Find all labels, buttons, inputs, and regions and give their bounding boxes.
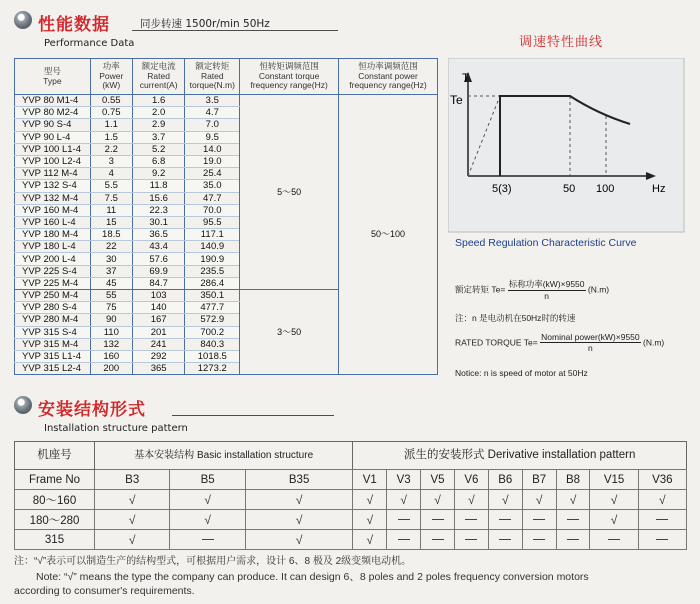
current-cell: 15.6 — [132, 192, 185, 204]
check-mark-icon — [421, 490, 455, 510]
check-mark-icon: √ — [128, 492, 136, 507]
dash-icon — [432, 519, 444, 520]
current-cell: 36.5 — [132, 229, 185, 241]
column-header-b6: B6 — [488, 470, 522, 490]
curve-axis-te: Te — [450, 93, 463, 107]
type-cell: YVP 225 S-4 — [15, 265, 91, 277]
current-cell: 6.8 — [132, 155, 185, 167]
header-type: 型号 Type — [15, 59, 91, 95]
column-header-b35: B35 — [245, 470, 352, 490]
frame-cell: 315 — [15, 530, 95, 550]
section-bullet-icon — [14, 396, 32, 414]
torque-cell: 700.2 — [185, 326, 240, 338]
type-cell: YVP 80 M1-4 — [15, 95, 91, 107]
power-cell: 160 — [90, 350, 132, 362]
type-cell: YVP 100 L2-4 — [15, 155, 91, 167]
formula-en-numerator: Nominal power(kW)×9550 — [541, 332, 640, 342]
torque-cell: 117.1 — [185, 229, 240, 241]
torque-cell: 19.0 — [185, 155, 240, 167]
header-frame-en: Frame No — [15, 470, 95, 490]
type-cell: YVP 132 M-4 — [15, 192, 91, 204]
dash-icon — [170, 530, 245, 550]
current-cell: 167 — [132, 314, 185, 326]
check-mark-icon — [353, 490, 387, 510]
check-mark-icon: √ — [295, 532, 303, 547]
column-header-v15: V15 — [590, 470, 638, 490]
check-mark-icon — [488, 490, 522, 510]
performance-table-header — [15, 59, 438, 95]
performance-table — [14, 58, 438, 375]
type-cell: YVP 160 L-4 — [15, 216, 91, 228]
check-mark-icon: √ — [366, 532, 374, 547]
check-mark-icon: √ — [128, 532, 136, 547]
check-mark-icon: √ — [434, 492, 441, 507]
type-cell: YVP 90 S-4 — [15, 119, 91, 131]
formula-cn-numerator: 标称功率(kW)×9550 — [508, 279, 585, 289]
check-mark-icon: √ — [295, 512, 303, 527]
dash-icon — [608, 539, 620, 540]
table-row — [15, 490, 687, 510]
current-cell: 201 — [132, 326, 185, 338]
power-cell: 37 — [90, 265, 132, 277]
type-cell: YVP 180 L-4 — [15, 241, 91, 253]
type-cell: YVP 280 M-4 — [15, 314, 91, 326]
dash-icon — [556, 510, 590, 530]
check-mark-icon — [353, 510, 387, 530]
type-cell: YVP 315 M-4 — [15, 338, 91, 350]
check-mark-icon — [95, 510, 170, 530]
power-cell: 7.5 — [90, 192, 132, 204]
check-mark-icon: √ — [535, 492, 543, 507]
current-cell: 69.9 — [132, 265, 185, 277]
title-rule — [132, 30, 338, 31]
check-mark-icon: √ — [366, 492, 374, 507]
torque-cell: 95.5 — [185, 216, 240, 228]
dash-icon — [398, 539, 410, 540]
torque-cell: 47.7 — [185, 192, 240, 204]
curve-title-en: Speed Regulation Characteristic Curve — [455, 237, 637, 249]
current-cell: 84.7 — [132, 277, 185, 289]
torque-cell: 1018.5 — [185, 350, 240, 362]
column-header-b3: B3 — [95, 470, 170, 490]
current-cell: 1.6 — [132, 95, 185, 107]
dash-icon — [387, 510, 421, 530]
column-header-v6: V6 — [454, 470, 488, 490]
curve-tick-100: 100 — [596, 183, 615, 195]
check-mark-icon: √ — [569, 492, 577, 507]
torque-cell: 9.5 — [185, 131, 240, 143]
current-cell: 140 — [132, 302, 185, 314]
power-cell: 55 — [90, 290, 132, 302]
header-torque: 额定转矩 Rated torque(N.m) — [185, 59, 240, 95]
torque-cell: 70.0 — [185, 204, 240, 216]
speed-curve-chart — [448, 58, 688, 248]
power-cell: 4 — [90, 168, 132, 180]
performance-title-en: Performance Data — [44, 38, 135, 49]
torque-cell: 4.7 — [185, 107, 240, 119]
check-mark-icon — [245, 530, 352, 550]
curve-title-cn: 调速特性曲线 — [519, 35, 604, 50]
torque-cell: 572.9 — [185, 314, 240, 326]
check-mark-icon — [454, 490, 488, 510]
type-cell: YVP 90 L-4 — [15, 131, 91, 143]
check-mark-icon: √ — [400, 492, 407, 507]
type-cell: YVP 80 M2-4 — [15, 107, 91, 119]
sync-speed-label: 同步转速 1500r/min 50Hz — [140, 18, 270, 30]
formula-en — [455, 332, 664, 353]
dash-icon — [432, 539, 444, 540]
current-cell: 292 — [132, 350, 185, 362]
table-row — [15, 95, 438, 107]
type-cell: YVP 132 S-4 — [15, 180, 91, 192]
torque-cell: 25.4 — [185, 168, 240, 180]
dash-icon — [454, 530, 488, 550]
torque-cell: 35.0 — [185, 180, 240, 192]
check-mark-icon: √ — [128, 512, 136, 527]
check-mark-icon: √ — [204, 512, 211, 527]
column-header-v1: V1 — [353, 470, 387, 490]
dash-icon — [656, 519, 668, 520]
installation-header-row-1 — [15, 442, 687, 470]
power-cell: 2.2 — [90, 143, 132, 155]
header-frame-cn: 机座号 — [15, 442, 95, 470]
column-header-b7: B7 — [522, 470, 556, 490]
check-mark-icon — [522, 490, 556, 510]
installation-title-en: Installation structure pattern — [44, 423, 188, 434]
check-mark-icon — [245, 510, 352, 530]
note-en-line1: Note: “√” means the type the company can produce. It can design 6、8 poles and 2 poles frequency conversion motors — [36, 571, 589, 583]
header-derivative: 派生的安装形式 Derivative installation pattern — [353, 442, 687, 470]
power-cell: 30 — [90, 253, 132, 265]
dash-icon — [454, 510, 488, 530]
formula-en-note: Notice: n is speed of motor at 50Hz — [455, 368, 588, 378]
check-mark-icon — [387, 490, 421, 510]
type-cell: YVP 200 L-4 — [15, 253, 91, 265]
dash-icon — [488, 510, 522, 530]
column-header-v3: V3 — [387, 470, 421, 490]
installation-column-row — [15, 470, 687, 490]
check-mark-icon — [590, 510, 638, 530]
type-cell: YVP 315 L1-4 — [15, 350, 91, 362]
column-header-v5: V5 — [421, 470, 455, 490]
torque-cell: 14.0 — [185, 143, 240, 155]
performance-title-cn: 性能数据 — [38, 15, 110, 35]
formula-en-unit: (N.m) — [643, 337, 665, 348]
dash-icon — [202, 539, 214, 540]
torque-cell: 235.5 — [185, 265, 240, 277]
check-mark-icon: √ — [468, 492, 475, 507]
type-cell: YVP 160 M-4 — [15, 204, 91, 216]
header-power: 功率 Power (kW) — [90, 59, 132, 95]
type-cell: YVP 180 M-4 — [15, 229, 91, 241]
formula-en-label: RATED TORQUE Te= — [455, 337, 538, 348]
power-cell: 1.5 — [90, 131, 132, 143]
dash-icon — [387, 530, 421, 550]
power-cell: 11 — [90, 204, 132, 216]
torque-cell: 477.7 — [185, 302, 240, 314]
power-cell: 110 — [90, 326, 132, 338]
torque-cell: 286.4 — [185, 277, 240, 289]
torque-cell: 1273.2 — [185, 363, 240, 375]
column-header-b5: B5 — [170, 470, 245, 490]
header-current: 额定电流 Rated current(A) — [132, 59, 185, 95]
check-mark-icon — [95, 490, 170, 510]
power-cell: 18.5 — [90, 229, 132, 241]
dash-icon — [421, 530, 455, 550]
const-torque-range: 5～50 — [240, 95, 339, 290]
torque-cell: 840.3 — [185, 338, 240, 350]
column-header-v36: V36 — [638, 470, 686, 490]
current-cell: 30.1 — [132, 216, 185, 228]
dash-icon — [465, 519, 477, 520]
type-cell: YVP 250 M-4 — [15, 290, 91, 302]
formula-en-denominator: n — [588, 343, 593, 353]
dash-icon — [567, 539, 579, 540]
check-mark-icon — [245, 490, 352, 510]
check-mark-icon — [590, 490, 638, 510]
type-cell: YVP 315 L2-4 — [15, 363, 91, 375]
formula-cn-label: 额定转矩 Te= — [455, 284, 506, 295]
header-const-torque: 恒转矩调频范围 Constant torque frequency range(Hz) — [240, 59, 339, 95]
dash-icon — [590, 530, 638, 550]
header-basic: 基本安装结构 Basic installation structure — [95, 442, 353, 470]
check-mark-icon — [638, 490, 686, 510]
curve-axis-t: T — [462, 71, 470, 85]
dash-icon — [465, 539, 477, 540]
type-cell: YVP 280 S-4 — [15, 302, 91, 314]
dash-icon — [567, 519, 579, 520]
dash-icon — [533, 519, 545, 520]
torque-cell: 350.1 — [185, 290, 240, 302]
power-cell: 200 — [90, 363, 132, 375]
current-cell: 103 — [132, 290, 185, 302]
dash-icon — [533, 539, 545, 540]
check-mark-icon: √ — [659, 492, 666, 507]
check-mark-icon — [353, 530, 387, 550]
power-cell: 45 — [90, 277, 132, 289]
installation-title-cn: 安装结构形式 — [38, 400, 146, 420]
formula-cn — [455, 278, 609, 301]
type-cell: YVP 112 M-4 — [15, 168, 91, 180]
note-cn: 注：“√”表示可以制造生产的结构型式，可根据用户需求，设计 6、8 极及 2级变频电动机。 — [14, 556, 412, 567]
power-cell: 0.55 — [90, 95, 132, 107]
dash-icon — [499, 519, 511, 520]
current-cell: 3.7 — [132, 131, 185, 143]
header-const-power: 恒功率调频范围 Constant power frequency range(Hz) — [339, 59, 438, 95]
current-cell: 43.4 — [132, 241, 185, 253]
check-mark-icon: √ — [610, 492, 618, 507]
curve-tick-50: 50 — [563, 183, 576, 195]
note-en-line2: according to consumer's requirements. — [14, 585, 195, 597]
power-cell: 1.1 — [90, 119, 132, 131]
power-cell: 75 — [90, 302, 132, 314]
frame-cell: 80～160 — [15, 490, 95, 510]
check-mark-icon: √ — [501, 492, 509, 507]
formula-cn-unit: (N.m) — [587, 284, 610, 295]
installation-table — [14, 441, 687, 550]
table-row — [15, 530, 687, 550]
column-header-b8: B8 — [556, 470, 590, 490]
torque-cell: 140.9 — [185, 241, 240, 253]
power-cell: 0.75 — [90, 107, 132, 119]
dash-icon — [556, 530, 590, 550]
type-cell: YVP 100 L1-4 — [15, 143, 91, 155]
dash-icon — [522, 510, 556, 530]
dash-icon — [499, 539, 511, 540]
check-mark-icon: √ — [610, 512, 618, 527]
current-cell: 57.6 — [132, 253, 185, 265]
torque-cell: 7.0 — [185, 119, 240, 131]
const-power-range: 50～100 — [339, 95, 438, 375]
title-rule — [172, 415, 334, 416]
torque-cell: 190.9 — [185, 253, 240, 265]
type-cell: YVP 315 S-4 — [15, 326, 91, 338]
type-cell: YVP 225 M-4 — [15, 277, 91, 289]
dash-icon — [638, 530, 686, 550]
dash-icon — [398, 519, 410, 520]
power-cell: 22 — [90, 241, 132, 253]
curve-panel — [448, 58, 684, 232]
check-mark-icon: √ — [366, 512, 374, 527]
dash-icon — [656, 539, 668, 540]
check-mark-icon: √ — [295, 492, 303, 507]
power-cell: 15 — [90, 216, 132, 228]
power-cell: 90 — [90, 314, 132, 326]
curve-tick-5: 5(3) — [492, 183, 512, 195]
const-torque-range: 3～50 — [240, 290, 339, 375]
dash-icon — [522, 530, 556, 550]
current-cell: 241 — [132, 338, 185, 350]
frame-cell: 180～280 — [15, 510, 95, 530]
current-cell: 2.9 — [132, 119, 185, 131]
current-cell: 2.0 — [132, 107, 185, 119]
torque-cell: 3.5 — [185, 95, 240, 107]
power-cell: 3 — [90, 155, 132, 167]
section-bullet-icon — [14, 11, 32, 29]
check-mark-icon: √ — [204, 492, 211, 507]
formula-cn-note: 注：n 是电动机在50Hz时的转速 — [455, 313, 576, 323]
table-row — [15, 510, 687, 530]
dash-icon — [421, 510, 455, 530]
current-cell: 9.2 — [132, 168, 185, 180]
power-cell: 5.5 — [90, 180, 132, 192]
current-cell: 365 — [132, 363, 185, 375]
current-cell: 22.3 — [132, 204, 185, 216]
check-mark-icon — [95, 530, 170, 550]
formula-cn-denominator: n — [544, 291, 549, 301]
curve-tick-hz: Hz — [652, 183, 666, 195]
current-cell: 11.8 — [132, 180, 185, 192]
current-cell: 5.2 — [132, 143, 185, 155]
check-mark-icon — [170, 510, 245, 530]
power-cell: 132 — [90, 338, 132, 350]
dash-icon — [488, 530, 522, 550]
check-mark-icon — [170, 490, 245, 510]
dash-icon — [638, 510, 686, 530]
check-mark-icon — [556, 490, 590, 510]
